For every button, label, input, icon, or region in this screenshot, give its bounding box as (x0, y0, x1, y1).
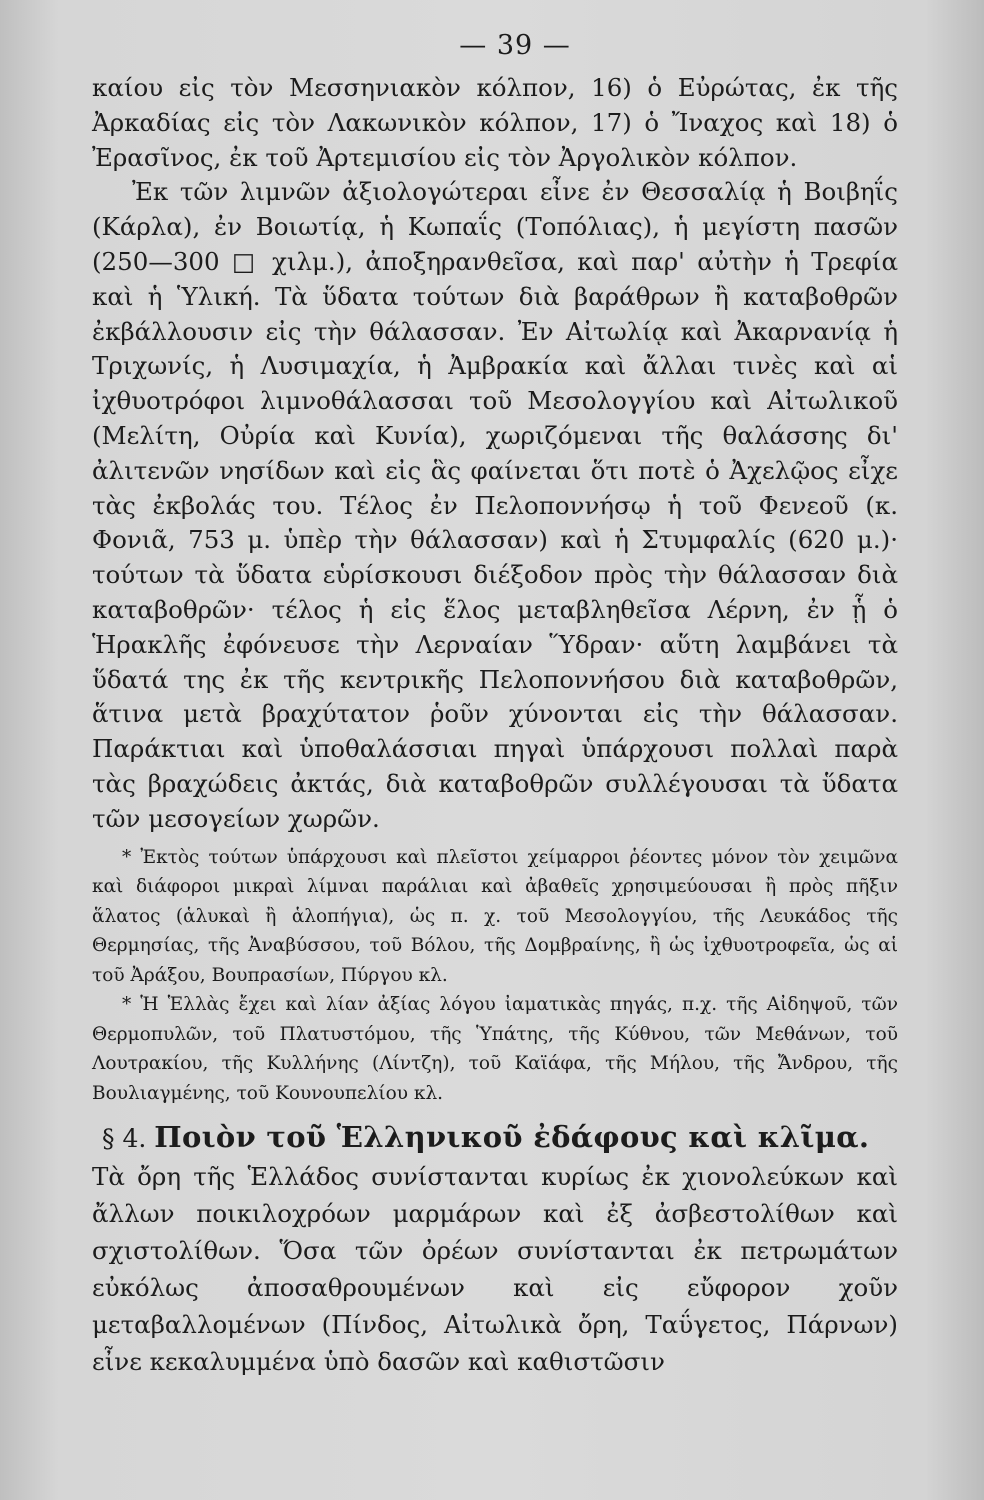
footnote-torrents: * Ἐκτὸς τούτων ὑπάρχουσι καὶ πλεῖστοι χείμαρροι ῥέοντες μόνον τὸν χειμῶνα καὶ διάφοροι μικραὶ λίμναι παράλιαι καὶ ἀβαθεῖς χρησιμεύουσαι ἢ πρὸς πῆξιν ἅλατος (ἁλυκαὶ ἢ ἁλοπήγια), ὡς π. χ. τοῦ Μεσολογγίου, τῆς Λευκάδος τῆς Θερμησίας, τῆς Ἀναβύσσου, τοῦ Βόλου, τῆς Δομβραίνης, ἢ ὡς ἰχθυοτροφεῖα, ὡς αἱ τοῦ Ἀράξου, Βουπρασίων, Πύργου κλ. (92, 846, 898, 986)
section-number: § 4. (102, 1124, 147, 1154)
section-heading (92, 1118, 898, 1158)
paragraph-lakes: Ἐκ τῶν λιμνῶν ἀξιολογώτεραι εἶνε ἐν Θεσσαλίᾳ ἡ Βοιβηΐς (Κάρλα), ἐν Βοιωτίᾳ, ἡ Κωπαΐς (Τοπόλιας), ἡ μεγίστη πασῶν (250—300 □ χιλμ.), ἀποξηρανθεῖσα, καὶ παρ' αὐτὴν ἡ Τρεφία καὶ ἡ Ὑλική. Τὰ ὕδατα τούτων διὰ βαράθρων ἢ καταβοθρῶν ἐκβάλλουσιν εἰς τὴν θάλασσαν. Ἐν Αἰτωλίᾳ καὶ Ἀκαρνανίᾳ ἡ Τριχωνίς, ἡ Λυσιμαχία, ἡ Ἀμβρακία καὶ ἄλλαι τινὲς καὶ αἱ ἰχθυοτρόφοι λιμνοθάλασσαι τοῦ Μεσολογγίου καὶ Αἰτωλικοῦ (Μελίτη, Οὐρία καὶ Κυνία), χωριζόμεναι τῆς θαλάσσης δι' ἀλιτενῶν νησίδων καὶ εἰς ἃς φαίνεται ὅτι ποτὲ ὁ Ἀχελῷος εἶχε τὰς ἐκβολάς του. Τέλος ἐν Πελοποννήσῳ ἡ τοῦ Φενεοῦ (κ. Φονιᾶ, 753 μ. ὑπὲρ τὴν θάλασσαν) καὶ ἡ Στυμφαλίς (620 μ.)· τούτων τὰ ὕδατα εὑρίσκουσι διέξοδον πρὸς τὴν θάλασσαν διὰ καταβοθρῶν· τέλος ἡ εἰς ἕλος μεταβληθεῖσα Λέρνη, ἐν ᾗ ὁ Ἡρακλῆς ἐφόνευσε τὴν Λερναίαν Ὕδραν· αὕτη λαμβάνει τὰ ὕδατά της ἐκ τῆς κεντρικῆς Πελοποννήσου διὰ καταβοθρῶν, ἅτινα μετὰ βραχύτατον ῥοῦν χύνονται εἰς τὴν θάλασσαν. Παράκτιαι καὶ ὑποθαλάσσιαι πηγαὶ ὑπάρχουσι πολλαὶ παρὰ τὰς βραχώδεις ἀκτάς, διὰ καταβοθρῶν συλλέγουσαι τὰ ὕδατα τῶν μεσογείων χωρῶν. (92, 177, 898, 833)
paragraph-rivers-end: καίου εἰς τὸν Μεσσηνιακὸν κόλπον, 16) ὁ Εὐρώτας, ἐκ τῆς Ἀρκαδίας εἰς τὸν Λακωνικὸν κόλπον, 17) ὁ Ἴναχος καὶ 18) ὁ Ἐρασῖνος, ἐκ τοῦ Ἀρτεμισίου εἰς τὸν Ἀργολικὸν κόλπον. (92, 73, 898, 172)
section-title: Ποιὸν τοῦ Ἑλληνικοῦ ἐδάφους καὶ κλῖμα. (154, 1120, 870, 1155)
footnote-springs: * Ἡ Ἑλλὰς ἔχει καὶ λίαν ἀξίας λόγου ἰαματικὰς πηγάς, π.χ. τῆς Αἰδηψοῦ, τῶν Θερμοπυλῶν, τοῦ Πλατυστόμου, τῆς Ὑπάτης, τῆς Κύθνου, τῶν Μεθάνων, τοῦ Λουτρακίου, τῆς Κυλλήνης (Λίντζη), τοῦ Καϊάφα, τῆς Μήλου, τῆς Ἄνδρου, τῆς Βουλιαγμένης, τοῦ Κουνουπελίου κλ. (92, 994, 898, 1104)
section-body: Τὰ ὄρη τῆς Ἑλλάδος συνίστανται κυρίως ἐκ χιονολεύκων καὶ ἄλλων ποικιλοχρόων μαρμάρων καὶ ἐξ ἀσβεστολίθων καὶ σχιστολίθων. Ὅσα τῶν ὀρέων συνίστανται ἐκ πετρωμάτων εὐκόλως ἀποσαθρουμένων καὶ εἰς εὔφορον χοῦν μεταβαλλομένων (Πίνδος, Αἰτωλικὰ ὄρη, Ταΰγετος, Πάρνων) εἶνε κεκαλυμμένα ὑπὸ δασῶν καὶ καθιστῶσιν (92, 1162, 898, 1377)
page-number: — 39 — (459, 30, 571, 61)
